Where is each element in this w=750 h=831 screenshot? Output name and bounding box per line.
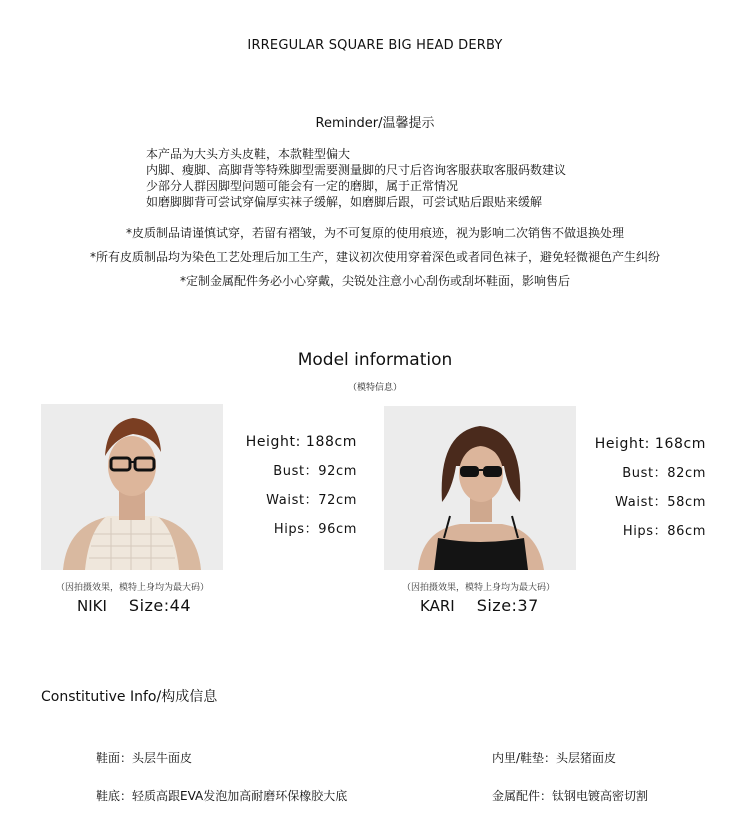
model-waist: Waist：72cm [266,493,357,508]
reminder-line: 本产品为大头方头皮鞋，本款鞋型偏大 [146,147,351,161]
warning-metal-parts: *定制金属配件务必小心穿戴，尖锐处注意小心刮伤或刮坏鞋面，影响售后 [179,274,570,288]
warning-leather-tryon: *皮质制品请谨慎试穿，若留有褶皱，为不可复原的使用痕迹，视为影响二次销售不做退换处理 [125,226,624,240]
model-caption: （因拍摄效果，模特上身均为最大码） [56,583,210,593]
model-height: Height: 168cm [594,436,706,452]
page-title: IRREGULAR SQUARE BIG HEAD DERBY [247,38,503,53]
model-bust: Bust：92cm [273,464,357,479]
model-size: Size:37 [476,596,539,615]
material-lining: 内里/鞋垫：头层猪面皮 [492,751,617,765]
model-waist: Waist：58cm [615,495,706,510]
reminder-line: 内脚、瘦脚、高脚背等特殊脚型需要测量脚的尺寸后咨询客服获取客服码数建议 [146,163,567,177]
model-height: Height: 188cm [245,434,357,450]
warning-dye-socks: *所有皮质制品均为染色工艺处理后加工生产，建议初次使用穿着深色或者同色袜子，避免轻微褪色产生纠纷 [89,250,660,264]
model-name-size-kari [420,596,539,615]
model-name: KARI [420,597,455,615]
model-photo-kari [384,406,576,570]
material-sole: 鞋底：轻质高跟EVA发泡加高耐磨环保橡胶大底 [96,789,348,803]
model-bust: Bust：82cm [622,466,706,481]
material-metal: 金属配件：钛钢电镀高密切割 [492,789,649,803]
reminder-line: 少部分人群因脚型问题可能会有一定的磨脚，属于正常情况 [146,179,459,193]
reminder-notes [146,146,566,210]
model-caption: （因拍摄效果，模特上身均为最大码） [402,583,556,593]
model-info-title: Model information [297,350,453,370]
model-name-size-niki [77,596,191,615]
reminder-title: Reminder/温馨提示 [315,116,435,131]
constitutive-title: Constitutive Info/构成信息 [41,689,218,705]
model-stats-niki [230,428,357,544]
model-stats-kari [580,430,706,546]
model-name: NIKI [77,597,107,615]
model-size: Size:44 [128,596,191,615]
model-hips: Hips：96cm [273,522,357,537]
reminder-line: 如磨脚脚背可尝试穿偏厚实袜子缓解，如磨脚后跟，可尝试贴后跟贴来缓解 [146,195,543,209]
model-photo-niki [41,404,223,570]
material-upper: 鞋面：头层牛面皮 [96,751,193,765]
model-info-subtitle: （模特信息） [347,383,402,393]
model-hips: Hips：86cm [622,524,706,539]
